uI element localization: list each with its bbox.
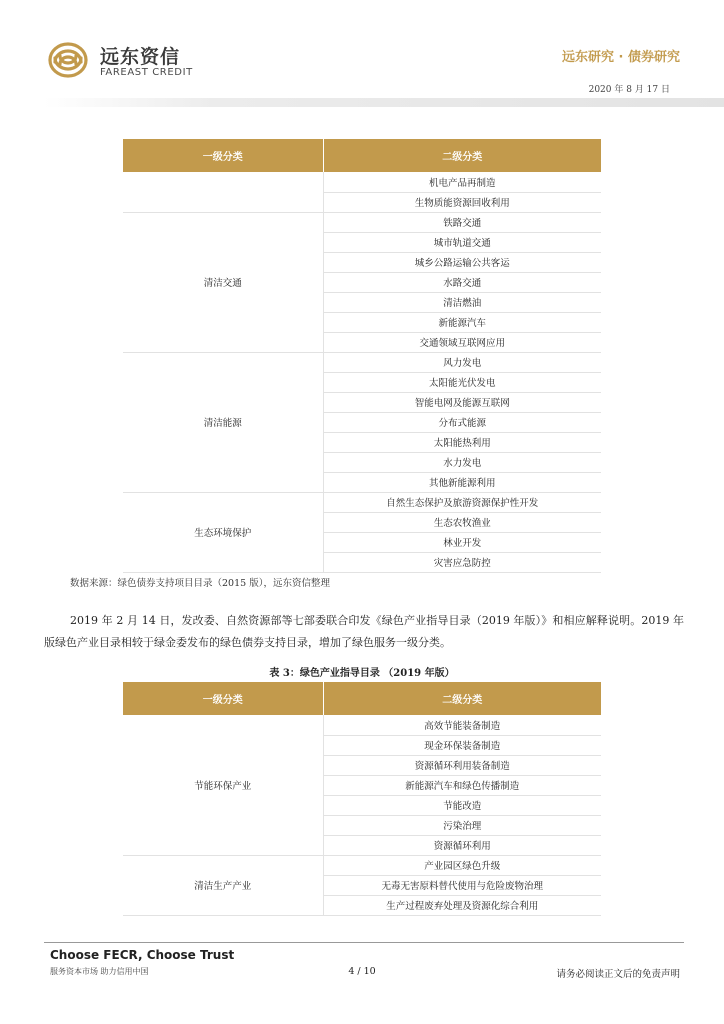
level1-category-cell: 清洁能源 [123,352,323,492]
level2-category-cell: 新能源汽车 [323,312,601,332]
level2-category-cell: 新能源汽车和绿色传播制造 [323,775,601,795]
level2-category-cell: 其他新能源利用 [323,472,601,492]
level2-category-cell: 城乡公路运输公共客运 [323,252,601,272]
level2-category-cell: 水路交通 [323,272,601,292]
footer-slogan: 服务资本市场 助力信用中国 [50,967,149,976]
level2-category-cell: 水力发电 [323,452,601,472]
level1-category-cell: 清洁交通 [123,212,323,352]
level2-category-cell: 生态农牧渔业 [323,512,601,532]
level2-category-cell: 铁路交通 [323,212,601,232]
green-bond-catalog-table [123,139,601,573]
level2-category-cell: 产业园区绿色升级 [323,855,601,875]
footer-brand: Choose FECR, Choose Trust [50,948,235,962]
body-paragraph: 2019 年 2 月 14 日，发改委、自然资源部等七部委联合印发《绿色产业指导目录（2019 年版）》和相应解释说明。2019 年版绿色产业目录相较于绿金委发布的绿色债券支持目录，增加了绿色服务一级分类。 [44,614,684,649]
level2-category-cell: 交通领域互联网应用 [323,332,601,352]
table-row [123,172,601,192]
section-title: 远东研究 · 债券研究 [562,50,680,65]
level2-category-cell: 风力发电 [323,352,601,372]
report-date: 2020 年 8 月 17 日 [588,85,670,95]
level2-category-cell: 生物质能资源回收利用 [323,192,601,212]
level2-category-cell: 灾害应急防控 [323,552,601,572]
level2-category-cell: 机电产品再制造 [323,172,601,192]
column-header-level2: 二级分类 [323,682,601,715]
level1-category-cell: 清洁生产产业 [123,855,323,915]
level2-category-cell: 城市轨道交通 [323,232,601,252]
level2-category-cell: 污染治理 [323,815,601,835]
column-header-level1: 一级分类 [123,682,323,715]
level2-category-cell: 节能改造 [323,795,601,815]
logo-text-en: FAREAST CREDIT [100,67,193,78]
page-number: 4 / 10 [348,966,376,977]
level2-category-cell: 无毒无害原料替代使用与危险废物治理 [323,875,601,895]
level2-category-cell: 智能电网及能源互联网 [323,392,601,412]
level2-category-cell: 太阳能热利用 [323,432,601,452]
table-header-row [123,139,601,172]
table-caption: 表 3：绿色产业指导目录 （2019 年版） [269,668,455,679]
company-logo [44,40,204,84]
disclaimer-note: 请务必阅读正文后的免责声明 [556,969,680,980]
level1-category-cell [123,172,323,212]
table-row [123,352,601,372]
level2-category-cell: 资源循环利用 [323,835,601,855]
column-header-level1: 一级分类 [123,139,323,172]
level2-category-cell: 林业开发 [323,532,601,552]
table-row [123,212,601,232]
level2-category-cell: 分布式能源 [323,412,601,432]
fareast-logo-icon [44,40,92,80]
level2-category-cell: 资源循环利用装备制造 [323,755,601,775]
table-row [123,492,601,512]
level2-category-cell: 清洁燃油 [323,292,601,312]
table-header-row [123,682,601,715]
level1-category-cell: 节能环保产业 [123,715,323,855]
header-divider [44,98,724,107]
level2-category-cell: 现金环保装备制造 [323,735,601,755]
column-header-level2: 二级分类 [323,139,601,172]
footer-divider [44,942,684,943]
logo-text-cn: 远东资信 [100,46,181,68]
level2-category-cell: 太阳能光伏发电 [323,372,601,392]
level2-category-cell: 生产过程废弃处理及资源化综合利用 [323,895,601,915]
level2-category-cell: 自然生态保护及旅游资源保护性开发 [323,492,601,512]
table-row [123,715,601,735]
page-header [0,0,724,100]
green-industry-catalog-table [123,682,601,916]
level2-category-cell: 高效节能装备制造 [323,715,601,735]
table-row [123,855,601,875]
level1-category-cell: 生态环境保护 [123,492,323,572]
data-source-note: 数据来源：绿色债券支持项目目录（2015 版），远东资信整理 [70,578,330,589]
